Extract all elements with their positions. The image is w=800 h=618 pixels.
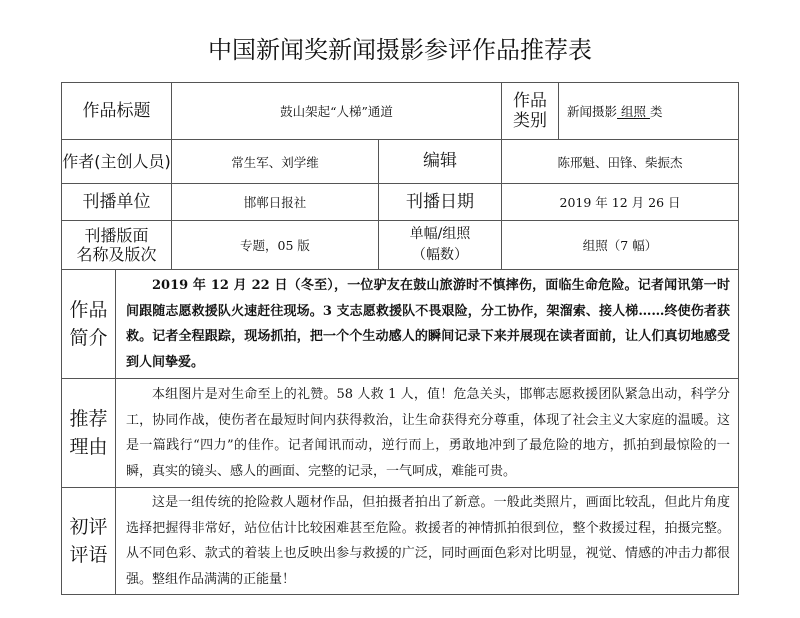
work-title-value: 鼓山架起“人梯”通道 bbox=[172, 83, 502, 140]
page-value: 专题，05 版 bbox=[172, 221, 379, 270]
category-label-line2: 类别 bbox=[513, 111, 547, 131]
document-title: 中国新闻奖新闻摄影参评作品推荐表 bbox=[208, 36, 592, 64]
recommendation-text: 本组图片是对生命至上的礼赞。58 人救 1 人，值！危急关头，邯郸志愿救援团队紧急出动，科学分工，协同作战，使伤者在最短时间内获得救治，让生命获得充分尊重，体现了社会主义大家庭的温暖。这是一篇践行“四力”的佳作。记者闻讯而动，逆行而上，勇敢地冲到了最危险的地方，抓拍到最惊险的一瞬，真实的镜头、感人的画面、完整的记录，一气呵成，难能可贵。 bbox=[116, 379, 739, 488]
row-review bbox=[62, 488, 739, 595]
recommendation-label-line2: 理由 bbox=[69, 436, 108, 458]
category-underlined: 组照 bbox=[617, 104, 650, 119]
row-work-title bbox=[62, 83, 739, 140]
row-summary bbox=[62, 270, 739, 379]
page-label-line2: 名称及版次 bbox=[76, 245, 157, 264]
photo-type-label-line2: （幅数） bbox=[412, 247, 468, 263]
row-page bbox=[62, 221, 739, 270]
publisher-label: 刊播单位 bbox=[62, 184, 172, 221]
category-value bbox=[559, 83, 739, 140]
photo-type-label bbox=[379, 221, 502, 270]
author-value: 常生军、刘学维 bbox=[172, 140, 379, 184]
row-recommendation bbox=[62, 379, 739, 488]
recommendation-label bbox=[62, 379, 116, 488]
row-publisher bbox=[62, 184, 739, 221]
review-label-line2: 评语 bbox=[69, 544, 108, 566]
publisher-value: 邯郸日报社 bbox=[172, 184, 379, 221]
author-label: 作者(主创人员) bbox=[62, 140, 172, 184]
review-text: 这是一组传统的抢险救人题材作品，但拍摄者拍出了新意。一般此类照片，画面比较乱，但此片角度选择把握得非常好，站位估计比较困难甚至危险。救援者的神情抓拍很到位，整个救援过程，拍摄完整。从不同色彩、款式的着装上也反映出参与救援的广泛，同时画面色彩对比明显，视觉、情感的冲击力都很强。整组作品满满的正能量！ bbox=[116, 488, 739, 595]
editor-label: 编辑 bbox=[379, 140, 502, 184]
category-label bbox=[502, 83, 559, 140]
publish-date-label: 刊播日期 bbox=[379, 184, 502, 221]
summary-text: 2019 年 12 月 22 日（冬至），一位驴友在鼓山旅游时不慎摔伤，面临生命危险。记者闻讯第一时间跟随志愿救援队火速赶往现场。3 支志愿救援队不畏艰险，分工协作，架溜索、接人梯……终使伤者获救。记者全程跟踪，现场抓拍，把一个个生动感人的瞬间记录下来并展现在读者面前，让人们真切地感受到人间挚爱。 bbox=[116, 270, 739, 379]
page-label-line1: 刊播版面 bbox=[84, 225, 149, 245]
page-label bbox=[62, 221, 172, 270]
publish-date-value: 2019 年 12 月 26 日 bbox=[502, 184, 739, 221]
summary-label-line2: 简介 bbox=[69, 327, 108, 349]
work-title-label: 作品标题 bbox=[62, 83, 172, 140]
row-author bbox=[62, 140, 739, 184]
content-table bbox=[61, 269, 739, 595]
editor-value: 陈邢魁、田锋、柴振杰 bbox=[502, 140, 739, 184]
recommendation-label-line1: 推荐 bbox=[69, 407, 108, 430]
photo-type-value: 组照（7 幅） bbox=[502, 221, 739, 270]
photo-type-label-line1: 单幅/组照 bbox=[409, 226, 471, 242]
review-label-line1: 初评 bbox=[69, 515, 108, 538]
summary-label bbox=[62, 270, 116, 379]
category-suffix: 类 bbox=[649, 104, 663, 119]
category-prefix: 新闻摄影 bbox=[567, 104, 618, 119]
review-label bbox=[62, 488, 116, 595]
info-table bbox=[61, 82, 739, 270]
summary-label-line1: 作品 bbox=[69, 298, 108, 321]
category-label-line1: 作品 bbox=[513, 90, 547, 111]
